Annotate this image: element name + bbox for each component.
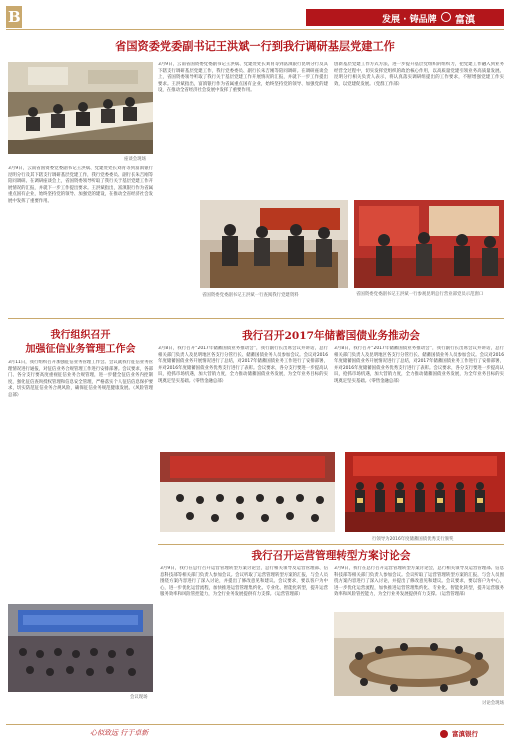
article-3-title: 我行召开2017年储蓄国债业务推动会 bbox=[242, 330, 420, 342]
divider-1 bbox=[8, 318, 504, 319]
article-4-photo bbox=[334, 612, 504, 696]
footer-rule bbox=[6, 724, 504, 725]
page-letter: B bbox=[8, 8, 21, 26]
page-header bbox=[6, 6, 504, 28]
article-3-photo-award bbox=[345, 452, 505, 532]
article-2-body: 3月11日，我行组织召开加强征信业务管理工作会。会议就我行征信业务管理情况进行通报，对征信业务合规管理工作进行安排部署。会议要求，各部门、各分支行要高度重视征信业务合规管理，进一步健全征信业务内控制度，强化征信查询授权管理和信息安全管理，严格落实个人征信信息保护要求，切实防范征信业务合规风险，确保征信业务规范健康发展。（风险管理总部） bbox=[8, 360, 153, 398]
article-3-caption: 行领导为2016年度储蓄国债优秀支行颁奖 bbox=[372, 537, 454, 542]
article-3-photo-meeting bbox=[160, 452, 335, 532]
article-1-body-right: 创新基层党建工作方式方法，进一步提升基层党组织的组织力，把党建工作融入到业务经营全过程中，切实发挥党组织的政治核心作用，以高质量党建引领业务高质量发展。昆明分行相关负责人表示，将认真落实调研组提出的工作要求，不断增强党建工作实效，以党建促发展。（党群工作部） bbox=[334, 62, 504, 87]
article-3-body-right: 3月8日，我行召开“2017年储蓄国债业务推动会”，我行副行长出席会议并讲话，总行相关部门负责人及昆明地区各支行分管行长、储蓄国债业务人员参加会议。会议对2016年度储蓄国债业务开展情况进行了总结，对2017年储蓄国债业务工作进行了安排部署，并对2016年度储蓄国债业务优秀支行进行了表彰。会议要求，各分支行要进一步提高认识，抢抓市场机遇，加大营销力度，全力推动储蓄国债业务发展，为全年业务目标的实现奠定坚实基础。（零售金融总部） bbox=[334, 346, 504, 384]
article-1-photo-window bbox=[354, 200, 504, 288]
header-brand: 富滇 bbox=[455, 15, 475, 26]
article-4-caption: 讨论会现场 bbox=[482, 701, 504, 706]
article-2-title-line-2: 加强征信业务管理工作会 bbox=[25, 344, 136, 355]
article-4-body-right: 3月9日，我行在总行召开运营管理转型方案讨论会，总行相关领导及运营管理部、信息科技部等相关部门负责人参加会议。会议听取了运营管理转型方案的汇报，与会人员围绕方案内容进行了深入讨论，并提出了修改意见和建议。会议要求，要以客户为中心，进一步优化运营流程，加快推进运营管理集约化、专业化、智能化转型，提升运营服务效率和风险管控能力，为全行业务发展提供有力支撑。（运营管理部） bbox=[334, 566, 504, 598]
article-1-caption-1: 座谈会现场 bbox=[124, 157, 146, 162]
section-title: 发展 · 铸品牌 bbox=[382, 15, 437, 25]
article-1-body-mid: 3月9日，云南省国资委党委副书记王洪斌、党建处处长刘育等到富滇银行昆明分行及其下辖支行调研基层党建工作，我行党委委员、副行长朱吉刚等陪同调研。在调研座谈会上，省国资委领导听取了我行关于基层党建工作开展情况的汇报，并就下一步工作提出要求。王洪斌指出，富滇银行作为省属重点国有企业，始终坚持党的领导、加强党的建设，在推动全省经济社会发展中发挥了重要作用。 bbox=[158, 62, 328, 94]
article-1-photo-documents bbox=[200, 200, 348, 288]
header-rule bbox=[6, 29, 504, 30]
footer-logo-icon bbox=[440, 730, 448, 738]
article-1-caption-3a: 省国资委党委副书记王洪斌一行参观昆明总行营业部党员示范窗口 bbox=[356, 292, 484, 297]
footer-slogan: 心似致远 行于卓新 bbox=[90, 729, 149, 737]
article-2-caption: 会议现场 bbox=[130, 695, 148, 700]
divider-2 bbox=[158, 544, 504, 545]
article-4-body-left: 3月9日，我行在总行召开运营管理转型方案讨论会，总行相关领导及运营管理部、信息科技部等相关部门负责人参加会议。会议听取了运营管理转型方案的汇报，与会人员围绕方案内容进行了深入讨论，并提出了修改意见和建议。会议要求，要以客户为中心，进一步优化运营流程，加快推进运营管理集约化、专业化、智能化转型，提升运营服务效率和风险管控能力，为全行业务发展提供有力支撑。（运营管理部） bbox=[160, 566, 328, 598]
article-2-photo bbox=[8, 604, 153, 692]
brand-logo-icon bbox=[441, 12, 451, 22]
article-2-title-line-1: 我行组织召开 bbox=[50, 330, 111, 341]
article-1-title: 省国资委党委副书记王洪斌一行到我行调研基层党建工作 bbox=[115, 39, 395, 53]
article-1-body-left: 3月9日，云南省国资委党委副书记王洪斌、党建处处长刘育等到富滇银行昆明分行及其下辖支行调研基层党建工作，我行党委委员、副行长朱吉刚等陪同调研。在调研座谈会上，省国资委领导听取了我行关于基层党建工作开展情况的汇报，并就下一步工作提出要求。王洪斌指出，富滇银行作为省属重点国有企业，始终坚持党的领导、加强党的建设，在推动全省经济社会发展中发挥了重要作用。 bbox=[8, 166, 153, 204]
article-1-photo-meeting bbox=[8, 62, 153, 154]
article-3-body-left: 3月8日，我行召开“2017年储蓄国债业务推动会”，我行副行长出席会议并讲话，总行相关部门负责人及昆明地区各支行分管行长、储蓄国债业务人员参加会议。会议对2016年度储蓄国债业务开展情况进行了总结，对2017年储蓄国债业务工作进行了安排部署，并对2016年度储蓄国债业务优秀支行进行了表彰。会议要求，各分支行要进一步提高认识，抢抓市场机遇，加大营销力度，全力推动储蓄国债业务发展，为全年业务目标的实现奠定坚实基础。（零售金融总部） bbox=[158, 346, 328, 384]
article-4-title: 我行召开运营管理转型方案讨论会 bbox=[251, 550, 411, 562]
footer-brand: 富滇银行 bbox=[452, 730, 478, 738]
article-1-caption-2: 省国资委党委副书记王洪斌一行查阅我行党建资料 bbox=[202, 293, 299, 298]
